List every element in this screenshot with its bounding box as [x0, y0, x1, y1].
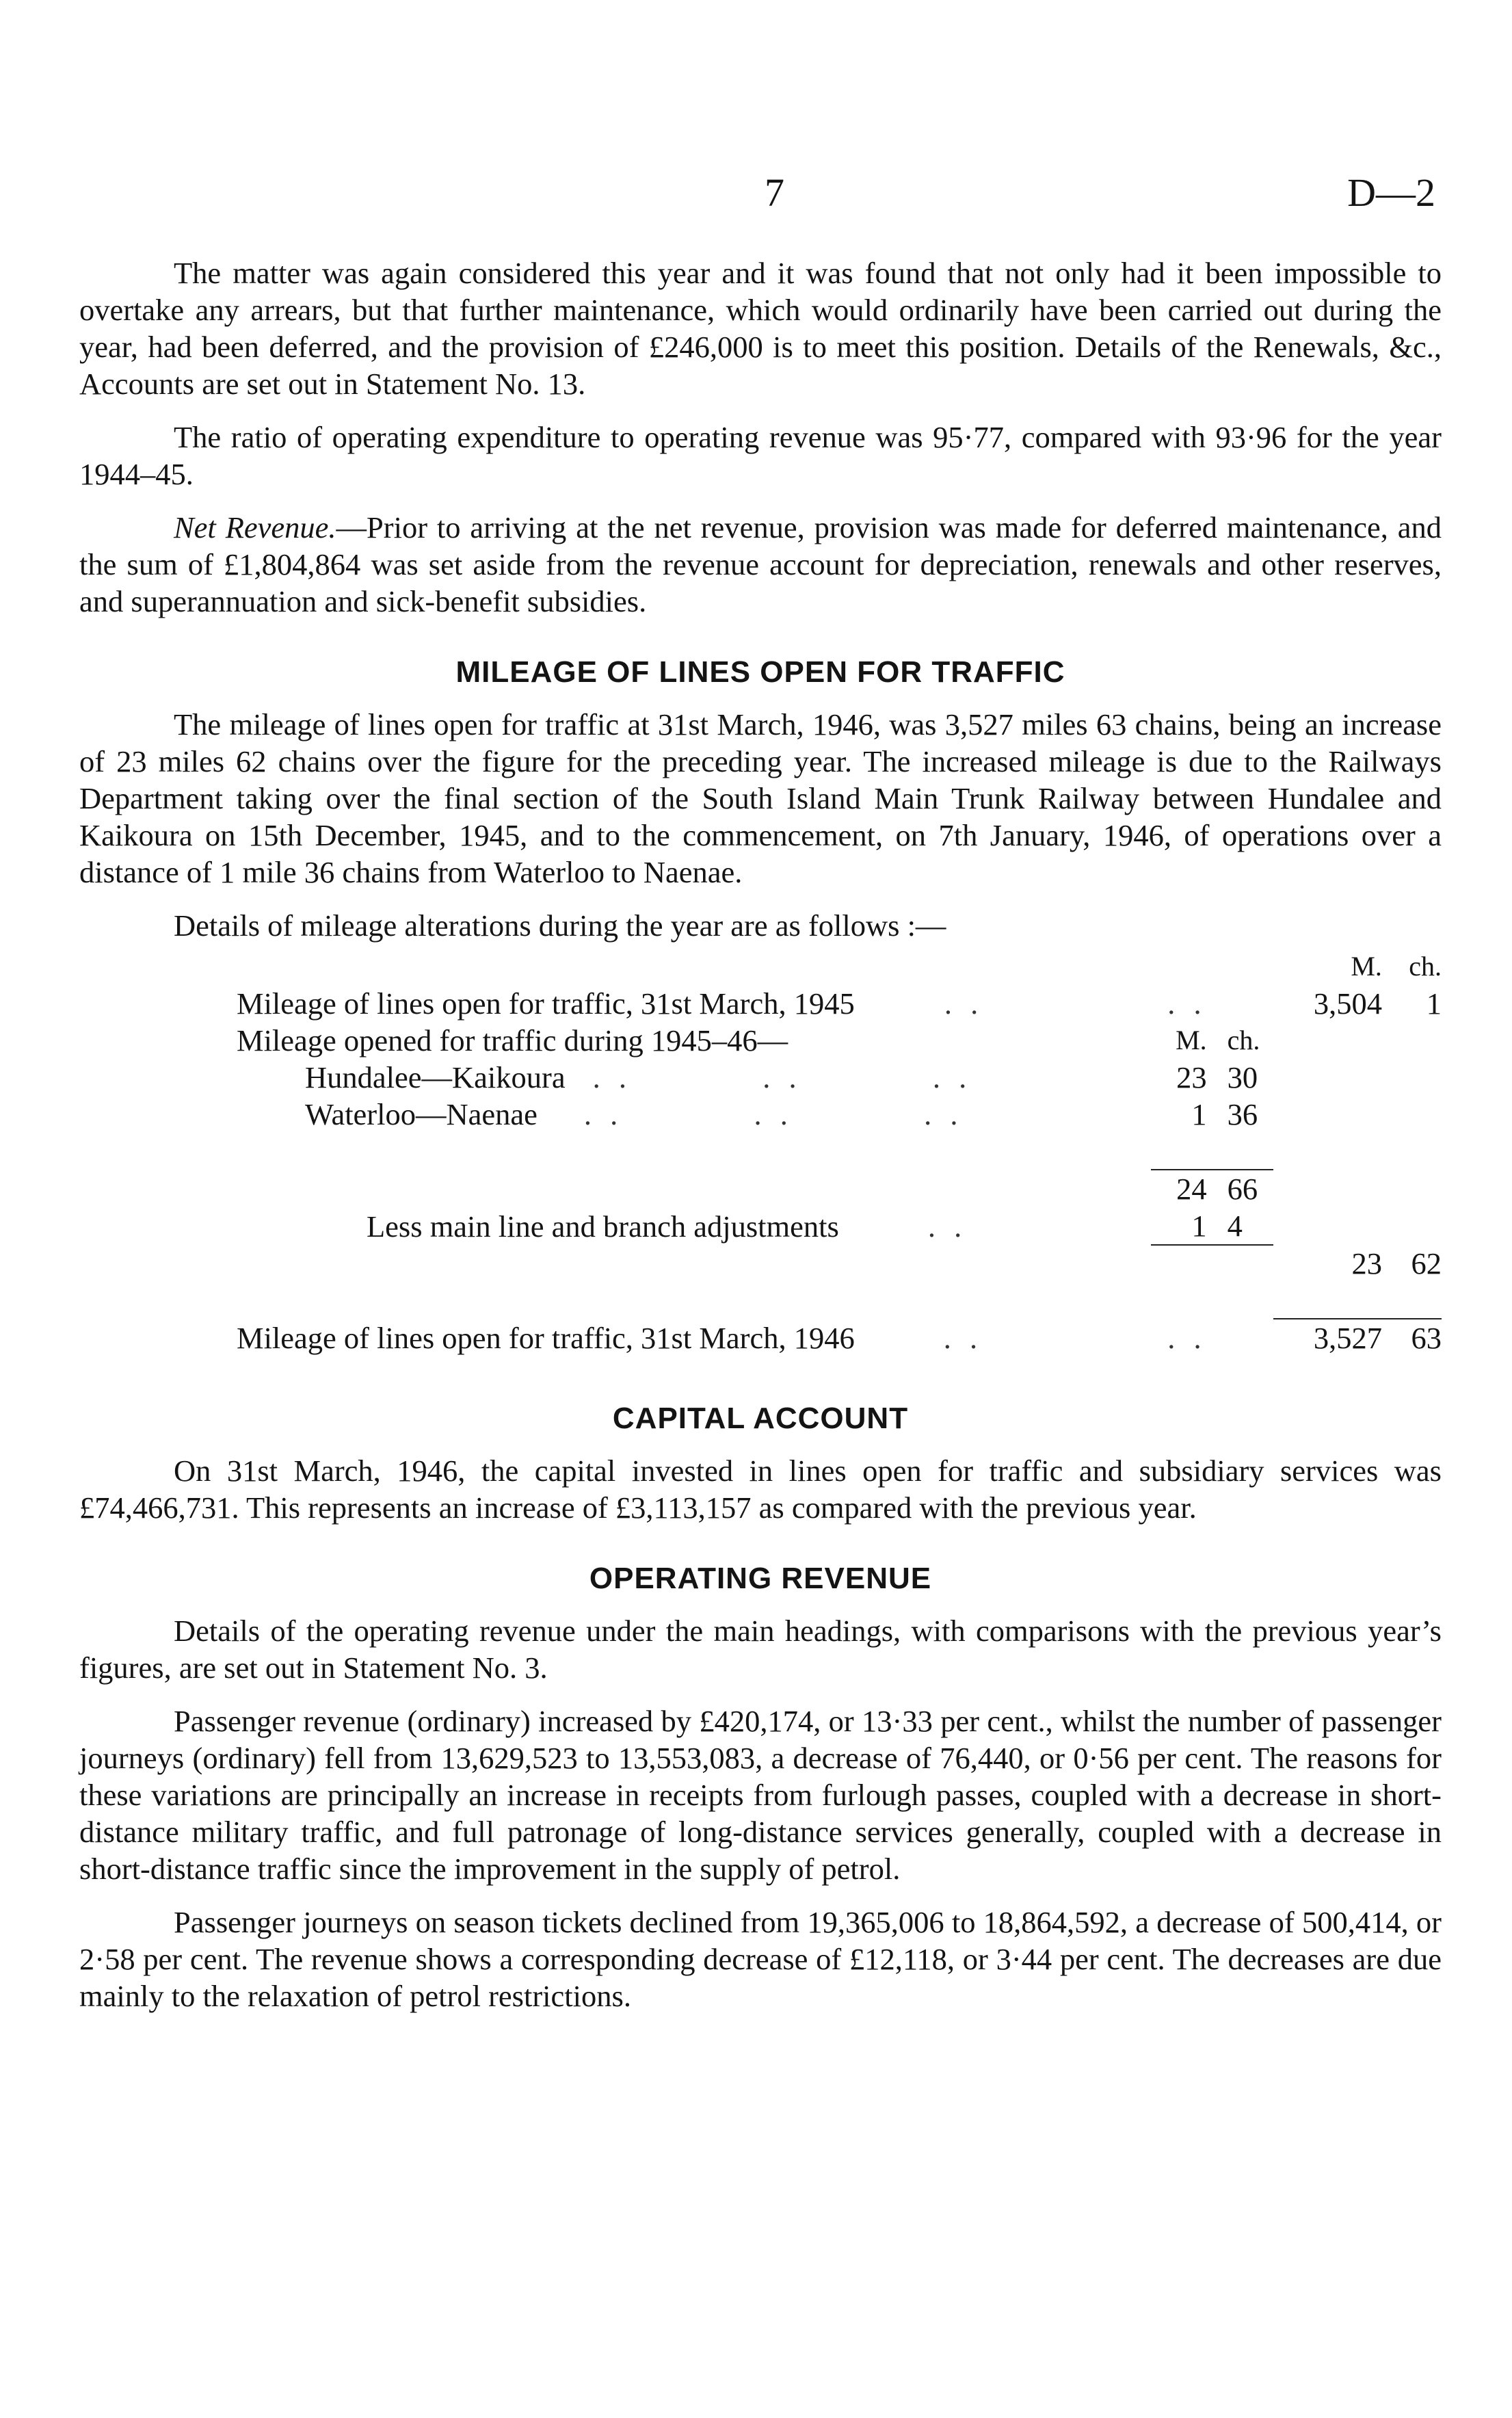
leader-dots: . . . . . .: [583, 1097, 964, 1131]
page-number: 7: [765, 170, 784, 215]
paragraph-net-revenue: [79, 509, 1442, 620]
paragraph-passenger-revenue: Passenger revenue (ordinary) increased by £420,174, or 13·33 per cent., whilst the number of passenger journeys (ordinary) fell from 13,629,523 to 13,553,083, a decrease of 76,440, or 0·56 per cent. The reasons for these variations are principally an increase in receipts from furlough passes, coupled with a decrease in short-distance military traffic, and full patronage of long-distance services generally, coupled with a decrease in short-distance traffic since the improvement in the supply of petrol.: [79, 1704, 1442, 1886]
paragraph-renewals: The matter was again considered this year and it was found that not only had it been impossible to overtake any arrears, but that further maintenance, which would ordinarily have been carried out during the year, had been deferred, and the provision of £246,000 is to meet this position. Details of the Renewals, &c., Accounts are set out in Statement No. 13.: [79, 256, 1442, 401]
paragraph-details-intro: Details of mileage alterations during the year are as follows :—: [174, 908, 946, 943]
hundalee-label: Hundalee—Kaikoura: [305, 1060, 566, 1094]
row-1945-miles: 3,504: [1313, 986, 1382, 1021]
leader-dots: . . . . . .: [592, 1060, 972, 1094]
paragraph-ratio: The ratio of operating expenditure to operating revenue was 95·77, compared with 93·96 for the year 1944–45.: [79, 420, 1442, 491]
table-row: [79, 1059, 1442, 1096]
waterloo-label: Waterloo—Naenae: [305, 1097, 538, 1131]
waterloo-chains: 36: [1227, 1097, 1258, 1131]
less-miles: 1: [1191, 1209, 1207, 1243]
subtotal-rule: [1151, 1133, 1217, 1170]
net-miles: 23: [1351, 1246, 1382, 1280]
less-label: Less main line and branch adjustments: [367, 1209, 839, 1244]
table-row: [79, 1022, 1442, 1059]
table-row: [79, 1096, 1442, 1133]
subtotal-chains: 66: [1227, 1172, 1258, 1206]
opened-label: Mileage opened for traffic during 1945–46—: [237, 1023, 788, 1057]
leader-dots: . .: [927, 1209, 968, 1244]
subtotal-miles: 24: [1176, 1172, 1207, 1206]
waterloo-miles: 1: [1191, 1097, 1207, 1131]
subcol-header-miles: M.: [1176, 1025, 1207, 1055]
mileage-table: [79, 948, 1442, 1356]
heading-operating-revenue: OPERATING REVENUE: [589, 1562, 932, 1595]
row-1946-chains: 63: [1411, 1321, 1442, 1355]
subcol-header-chains: ch.: [1227, 1025, 1260, 1055]
col-header-chains: ch.: [1409, 951, 1442, 982]
heading-mileage: MILEAGE OF LINES OPEN FOR TRAFFIC: [455, 655, 1065, 689]
table-row: [79, 1319, 1442, 1356]
net-revenue-lead: Net Revenue.: [174, 510, 336, 544]
table-row: [79, 1207, 1442, 1245]
table-row: [79, 1170, 1442, 1207]
document-reference: D—2: [1347, 170, 1435, 215]
row-1946-miles: 3,527: [1313, 1321, 1382, 1355]
hundalee-chains: 30: [1227, 1060, 1258, 1094]
leader-dots: . .: [943, 1321, 983, 1355]
row-1945-label: Mileage of lines open for traffic, 31st March, 1945: [237, 986, 855, 1021]
spacer-row: [79, 1133, 1442, 1170]
net-rule: [1151, 1245, 1217, 1282]
subtotal-rule: [1218, 1133, 1273, 1170]
paragraph-mileage: The mileage of lines open for traffic at 31st March, 1946, was 3,527 miles 63 chains, being an increase of 23 miles 62 chains over the figure for the preceding year. The increased mileage is due to the Railways Department taking over the final section of the South Island Main Trunk Railway between Hundalee and Kaikoura on 15th December, 1945, and to the commencement, on 7th January, 1946, of operations over a distance of 1 mile 36 chains from Waterloo to Naenae.: [79, 707, 1442, 889]
net-rule: [1218, 1245, 1273, 1282]
spacer-row: [79, 1282, 1442, 1319]
table-header-row: [79, 948, 1442, 985]
less-chains: 4: [1227, 1209, 1243, 1243]
table-row: [79, 985, 1442, 1022]
table-row: [79, 1245, 1442, 1282]
page-header: [0, 170, 1512, 218]
leader-dots: . .: [1167, 1321, 1207, 1355]
hundalee-miles: 23: [1176, 1060, 1207, 1094]
leader-dots: . .: [1167, 986, 1207, 1021]
paragraph-season-tickets: Passenger journeys on season tickets declined from 19,365,006 to 18,864,592, a decrease of 500,414, or 2·58 per cent. The revenue shows a corresponding decrease of £12,118, or 3·44 per cent. The decreases are due mainly to the relaxation of petrol restrictions.: [79, 1905, 1442, 2013]
net-chains: 62: [1411, 1246, 1442, 1280]
leader-dots: . .: [944, 986, 984, 1021]
paragraph-revenue-details: Details of the operating revenue under the main headings, with comparisons with the previous year’s figures, are set out in Statement No. 3.: [79, 1614, 1442, 1685]
net-revenue-text: —Prior to arriving at the net revenue, provision was made for deferred maintenance, and the sum of £1,804,864 was set aside from the revenue account for depreciation, renewals and other reserves, and superannuation and sick-benefit subsidies.: [79, 510, 1442, 618]
total-rule: [1273, 1282, 1396, 1319]
row-1945-chains: 1: [1426, 986, 1442, 1021]
row-1946-label: Mileage of lines open for traffic, 31st March, 1946: [237, 1321, 855, 1355]
heading-capital: CAPITAL ACCOUNT: [612, 1402, 909, 1435]
body-text: [79, 254, 1442, 2031]
paragraph-capital: On 31st March, 1946, the capital invested in lines open for traffic and subsidiary services was £74,466,731. This represents an increase of £3,113,157 as compared with the previous year.: [79, 1454, 1442, 1525]
col-header-miles: M.: [1351, 951, 1382, 982]
total-rule: [1396, 1282, 1442, 1319]
